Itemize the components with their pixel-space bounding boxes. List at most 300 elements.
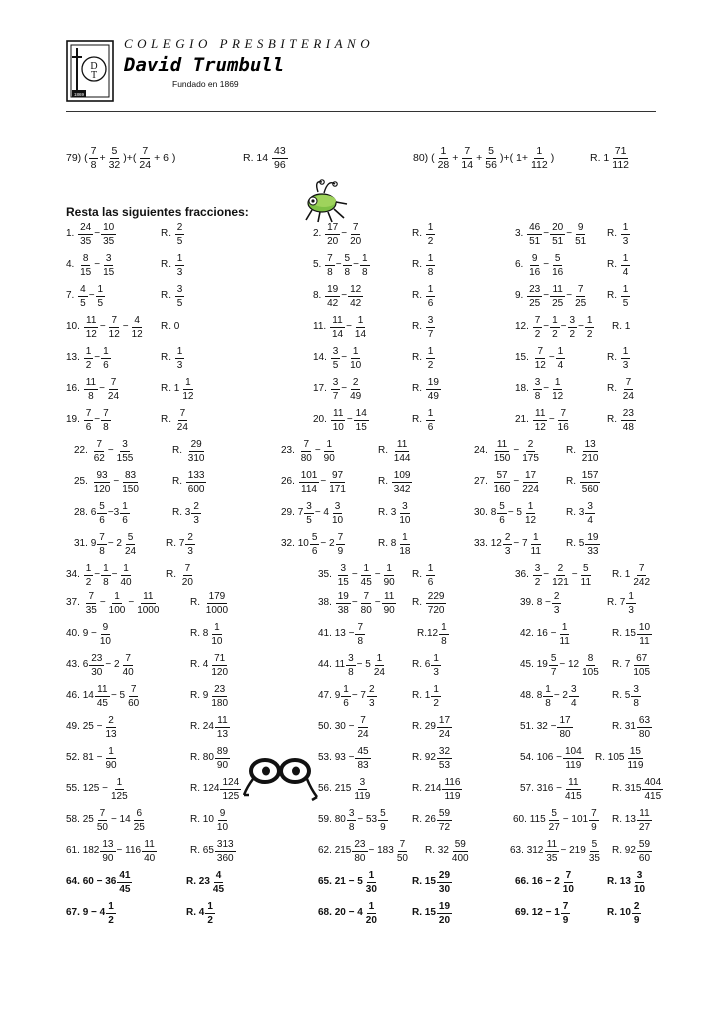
problem-expression	[66, 588, 162, 618]
expr-text: 9 −	[82, 628, 97, 639]
expr-text: −	[566, 228, 573, 239]
denominator: 24	[438, 728, 451, 740]
expr-text: − 7	[513, 538, 528, 549]
answer-text: R.	[412, 290, 425, 301]
answer-fraction	[397, 532, 412, 557]
expr-fraction	[106, 901, 116, 926]
expr-fraction	[436, 146, 452, 171]
expr-text: 182	[82, 845, 100, 856]
numerator: 7	[142, 144, 149, 157]
numerator: 7	[88, 590, 95, 602]
page-header	[0, 0, 728, 115]
problem-expression	[520, 619, 573, 649]
numerator: 7	[90, 144, 97, 157]
denominator: 25	[133, 821, 145, 833]
expr-fraction	[84, 408, 94, 433]
expr-fraction	[580, 653, 601, 678]
numerator: 11	[546, 838, 558, 850]
numerator: 93	[96, 469, 108, 481]
denominator: 53	[438, 759, 451, 771]
answer-fraction	[631, 563, 652, 588]
expr-fraction	[103, 746, 118, 771]
denominator: 35	[85, 604, 97, 616]
expr-fraction	[483, 146, 499, 171]
answer-text: R. 4	[190, 659, 209, 670]
answer-fraction	[426, 377, 441, 402]
numerator: 71	[614, 144, 627, 157]
problem-expression	[66, 405, 112, 435]
denominator: 2	[534, 328, 541, 340]
problem-answer	[612, 312, 630, 342]
denominator: 2	[552, 328, 558, 340]
problem-expression	[318, 867, 380, 897]
expr-text: −	[113, 476, 120, 487]
answer-fraction	[431, 653, 441, 678]
expr-text: −	[94, 414, 101, 425]
numerator: 3	[359, 776, 366, 788]
answer-fraction	[215, 808, 230, 833]
numerator: 404	[644, 776, 662, 788]
numerator: 3	[569, 314, 576, 326]
problem-expression	[66, 681, 142, 711]
answer-fraction	[215, 746, 230, 771]
answer-fraction	[175, 346, 185, 371]
denominator: 5	[176, 235, 183, 247]
problem-expression	[74, 436, 136, 466]
numerator: 1	[185, 376, 191, 388]
numerator: 1	[557, 345, 564, 357]
denominator: 7	[332, 390, 339, 402]
expr-fraction	[573, 222, 588, 247]
expr-fraction	[378, 808, 388, 833]
expr-text: −	[543, 290, 550, 301]
answer-fraction	[186, 439, 207, 464]
denominator: 8	[103, 576, 109, 588]
answer-text: R.	[412, 352, 425, 363]
denominator: 119	[444, 790, 461, 802]
answer-fraction	[632, 901, 642, 926]
problem-expression	[66, 343, 112, 373]
answer-fraction	[426, 284, 436, 309]
expr-text: +	[476, 152, 483, 164]
numerator: 1	[123, 562, 129, 574]
answer-text: R.	[607, 414, 620, 425]
answer-text: R. 32	[425, 845, 449, 856]
expr-text: −	[335, 259, 342, 270]
expr-text: 7	[297, 507, 304, 518]
problem-expression	[318, 560, 398, 590]
expr-fraction	[348, 222, 363, 247]
problem-answer	[566, 498, 596, 528]
answer-text: R. 24	[190, 721, 214, 732]
answer-text: R.	[172, 476, 185, 487]
problem-number: 34.	[66, 569, 83, 580]
problem-expression	[318, 588, 398, 618]
expr-fraction	[557, 622, 571, 647]
numerator: 3	[348, 807, 355, 819]
numerator: 1	[622, 283, 629, 295]
denominator: 5	[176, 297, 183, 309]
expr-text: 6	[82, 659, 89, 670]
denominator: 112	[530, 158, 548, 171]
denominator: 20	[438, 914, 451, 926]
denominator: 8	[357, 635, 363, 647]
answer-fraction	[626, 591, 636, 616]
problem-answer	[425, 836, 472, 866]
denominator: 49	[350, 390, 362, 402]
problem-expression	[474, 467, 542, 497]
denominator: 415	[565, 790, 582, 802]
expr-fraction	[549, 653, 559, 678]
expr-text: 312	[526, 845, 544, 856]
problem-number: 11.	[313, 321, 329, 332]
numerator: 116	[444, 776, 461, 788]
expr-text: 9 − 4	[82, 907, 106, 918]
problem-expression	[66, 560, 135, 590]
denominator: 2	[108, 914, 114, 926]
numerator: 1	[440, 144, 447, 157]
denominator: 10	[216, 821, 229, 833]
expr-fraction	[459, 146, 475, 171]
denominator: 40	[144, 852, 156, 864]
answer-text: R. 13	[612, 814, 636, 825]
expr-text: −	[543, 259, 550, 270]
problem-number: 67.	[66, 907, 83, 918]
numerator: 57	[496, 469, 508, 481]
expr-fraction	[372, 653, 387, 678]
denominator: 9	[633, 914, 640, 926]
numerator: 3	[587, 500, 593, 512]
answer-text: R. 7	[166, 538, 185, 549]
problem-answer	[412, 250, 436, 280]
denominator: 2	[85, 576, 92, 588]
answer-text: R.	[607, 259, 620, 270]
expr-fraction	[561, 901, 571, 926]
expr-text: 115	[529, 814, 546, 825]
expr-fraction	[117, 870, 132, 895]
answer-fraction	[442, 777, 462, 802]
problem-number: 24.	[474, 445, 491, 456]
problem-number: 7.	[66, 290, 78, 301]
expr-fraction	[107, 315, 122, 340]
expr-text: +	[452, 152, 459, 164]
expr-text: − 5	[110, 690, 126, 701]
numerator: 1	[108, 745, 114, 757]
numerator: 1	[363, 562, 369, 574]
answer-fraction	[621, 284, 631, 309]
denominator: 80	[360, 604, 372, 616]
numerator: 7	[125, 652, 131, 664]
svg-text:D: D	[90, 61, 98, 72]
expr-text: 10	[297, 538, 309, 549]
denominator: 90	[102, 852, 114, 864]
numerator: 7	[565, 869, 572, 881]
expr-fraction	[325, 222, 340, 247]
problem-number: 51.	[520, 721, 537, 732]
denominator: 80	[354, 852, 366, 864]
expr-fraction	[89, 653, 104, 678]
expr-fraction	[527, 253, 542, 278]
denominator: 6	[85, 421, 92, 433]
denominator: 144	[393, 452, 411, 464]
denominator: 10	[633, 883, 646, 895]
expr-fraction	[101, 408, 111, 433]
answer-text: R. 92	[412, 752, 436, 763]
answer-fraction	[426, 591, 447, 616]
denominator: 2	[534, 576, 541, 588]
denominator: 10	[211, 635, 223, 647]
numerator: 1	[545, 683, 551, 695]
numerator: 71	[214, 652, 226, 664]
problem-expression	[515, 343, 566, 373]
numerator: 1	[176, 252, 183, 264]
denominator: 8	[99, 545, 105, 557]
expr-fraction	[97, 501, 107, 526]
problem-answer	[378, 498, 413, 528]
denominator: 3	[553, 604, 560, 616]
answer-text: R.	[161, 290, 174, 301]
answer-text: R. 10	[190, 814, 214, 825]
expr-fraction	[355, 715, 370, 740]
answer-text: R. 31	[612, 721, 636, 732]
expr-text: −	[351, 597, 358, 608]
numerator: 7	[537, 345, 544, 357]
denominator: 3	[622, 235, 629, 247]
denominator: 35	[588, 852, 600, 864]
expr-text: 16 −	[536, 628, 557, 639]
denominator: 150	[122, 483, 139, 495]
problem-answer	[378, 467, 413, 497]
numerator: 7	[399, 838, 406, 850]
expr-fraction	[135, 591, 161, 616]
answer-text: R. 105	[595, 752, 625, 763]
expr-text: −	[94, 352, 101, 363]
numerator: 5	[583, 562, 589, 574]
problem-number: 42.	[520, 628, 537, 639]
numerator: 5	[554, 252, 561, 264]
denominator: 83	[357, 759, 369, 771]
numerator: 23	[214, 683, 226, 695]
problem-expression	[281, 436, 338, 466]
denominator: 121	[552, 576, 569, 588]
numerator: 9	[219, 807, 226, 819]
answer-text: R. 13	[607, 876, 631, 887]
numerator: 1	[427, 252, 434, 264]
numerator: 1	[561, 621, 568, 633]
numerator: 7	[130, 683, 137, 695]
expr-fraction	[120, 501, 130, 526]
problem-answer	[190, 588, 231, 618]
denominator: 3	[628, 604, 634, 616]
problem-answer	[566, 436, 601, 466]
numerator: 24	[80, 221, 92, 233]
numerator: 45	[357, 745, 369, 757]
answer-fraction	[632, 870, 647, 895]
numerator: 1	[85, 562, 92, 574]
expr-fraction	[78, 284, 88, 309]
answer-text: R. 29	[412, 721, 436, 732]
problem-expression	[520, 650, 602, 680]
problem-expression	[318, 805, 389, 835]
expr-text: 12 − 1	[531, 907, 560, 918]
numerator: 1	[357, 314, 364, 326]
denominator: 12	[525, 514, 537, 526]
expr-fraction	[556, 346, 566, 371]
expr-fraction	[84, 591, 99, 616]
expr-fraction	[343, 253, 353, 278]
expr-text: 9	[90, 538, 97, 549]
denominator: 12	[182, 390, 194, 402]
denominator: 12	[131, 328, 143, 340]
expr-text: )+(	[123, 152, 137, 164]
numerator: 1	[586, 314, 593, 326]
denominator: 50	[396, 852, 408, 864]
expr-text: −	[578, 321, 584, 332]
answer-fraction	[431, 684, 441, 709]
numerator: 13	[584, 438, 596, 450]
denominator: 119	[354, 790, 371, 802]
denominator: 20	[365, 914, 377, 926]
answer-text: R.	[412, 259, 425, 270]
answer-text: R.	[161, 259, 174, 270]
expr-text: 9	[334, 690, 341, 701]
expr-text: 80	[334, 814, 346, 825]
expr-fraction	[563, 777, 584, 802]
expr-text: −	[88, 290, 95, 301]
denominator: 114	[301, 483, 317, 495]
problem-number: 40.	[66, 628, 83, 639]
denominator: 160	[493, 483, 511, 495]
answer-fraction	[209, 622, 224, 647]
numerator: 1	[108, 900, 114, 912]
problem-expression	[413, 143, 554, 173]
denominator: 24	[373, 666, 385, 678]
numerator: 1	[85, 345, 92, 357]
problem-number: 28.	[74, 507, 91, 518]
denominator: 8	[88, 390, 94, 402]
numerator: 2	[108, 714, 114, 726]
denominator: 12	[108, 328, 120, 340]
denominator: 8	[545, 697, 551, 709]
problem-expression	[66, 774, 131, 804]
numerator: 46	[529, 221, 541, 233]
numerator: 29	[190, 438, 202, 450]
answer-text: R.	[412, 228, 425, 239]
denominator: 27	[638, 821, 651, 833]
expr-text: − 101	[562, 814, 589, 825]
numerator: 13	[102, 838, 114, 850]
expr-text: −	[346, 321, 352, 332]
numerator: 5	[550, 652, 557, 664]
problem-expression	[474, 529, 544, 559]
expr-fraction	[130, 315, 145, 340]
expr-text: −	[99, 597, 106, 608]
denominator: 3	[433, 666, 439, 678]
answer-fraction	[205, 901, 215, 926]
numerator: 7	[464, 144, 471, 157]
denominator: 210	[581, 452, 599, 464]
denominator: 125	[111, 790, 128, 802]
answer-text: R.	[412, 569, 425, 580]
denominator: 2	[427, 235, 434, 247]
problem-number: 14.	[313, 352, 330, 363]
problem-answer	[172, 436, 207, 466]
numerator: 4	[80, 283, 86, 295]
denominator: 60	[128, 697, 140, 709]
problem-answer	[166, 560, 196, 590]
problem-answer	[412, 219, 436, 249]
numerator: 1	[427, 345, 434, 357]
problem-number: 4.	[66, 259, 78, 270]
numerator: 2	[352, 376, 359, 388]
problem-expression	[515, 281, 589, 311]
problem-expression	[318, 836, 411, 866]
problem-answer	[612, 681, 642, 711]
problem-number: 65.	[318, 876, 335, 887]
numerator: 1	[427, 562, 434, 574]
expr-fraction	[520, 470, 541, 495]
problem-number: 55.	[66, 783, 83, 794]
denominator: 14	[354, 328, 367, 340]
expr-fraction	[523, 501, 538, 526]
expr-text: − 2	[553, 690, 568, 701]
numerator: 5	[551, 807, 557, 819]
expr-text: −	[513, 476, 520, 487]
numerator: 7	[184, 562, 191, 574]
answer-text: R. 5	[566, 538, 585, 549]
denominator: 10	[399, 514, 411, 526]
expr-fraction	[325, 253, 335, 278]
numerator: 97	[332, 469, 344, 481]
problem-number: 56.	[318, 783, 335, 794]
problem-expression	[66, 650, 137, 680]
numerator: 5	[344, 252, 351, 264]
problem-number: 43.	[66, 659, 83, 670]
expr-fraction	[132, 808, 147, 833]
numerator: 1	[352, 345, 359, 357]
problem-number: 27.	[474, 476, 491, 487]
numerator: 2	[369, 683, 375, 695]
problem-answer	[190, 805, 231, 835]
answer-fraction	[180, 377, 195, 402]
denominator: 119	[565, 759, 582, 771]
problem-expression	[281, 467, 349, 497]
problem-expression	[515, 560, 594, 590]
expr-fraction	[348, 377, 363, 402]
problem-answer	[190, 712, 231, 742]
answer-text: R.	[412, 414, 425, 425]
answer-fraction	[220, 777, 241, 802]
problem-number: 53.	[318, 752, 335, 763]
problem-number: 38.	[318, 597, 335, 608]
expr-fraction	[529, 532, 543, 557]
numerator: 7	[110, 376, 117, 388]
answer-text: R.	[378, 476, 391, 487]
answer-fraction	[625, 746, 645, 771]
problem-expression	[66, 374, 122, 404]
denominator: 8	[633, 697, 639, 709]
expr-text: −	[341, 383, 348, 394]
problem-answer	[607, 374, 637, 404]
denominator: 9	[591, 821, 597, 833]
answer-text: R. 92	[612, 845, 636, 856]
answer-text: R.	[412, 597, 425, 608]
problem-number: 5.	[313, 259, 325, 270]
denominator: 224	[522, 483, 539, 495]
problem-number: 48.	[520, 690, 537, 701]
expr-text: −	[353, 259, 359, 270]
problem-answer	[412, 312, 436, 342]
